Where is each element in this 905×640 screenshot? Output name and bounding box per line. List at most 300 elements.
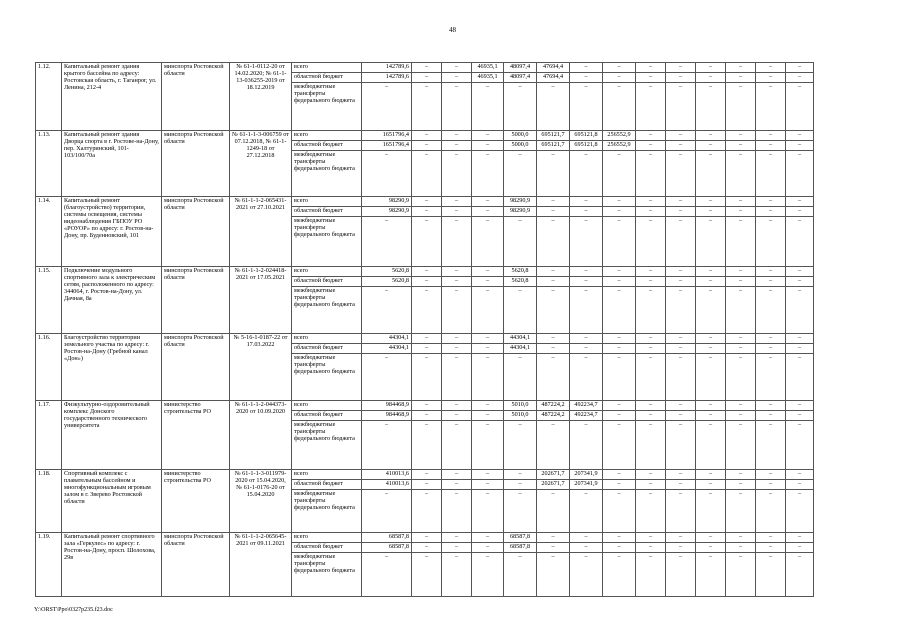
year-value: – xyxy=(696,63,726,73)
year-value: – xyxy=(666,277,696,287)
table-row xyxy=(36,334,814,344)
year-value: 47694,4 xyxy=(537,63,570,73)
table-row xyxy=(36,470,814,480)
year-value: – xyxy=(412,267,442,277)
year-value: 5620,8 xyxy=(504,277,537,287)
year-value: 487224,2 xyxy=(537,411,570,421)
year-value: – xyxy=(636,553,666,597)
year-value: – xyxy=(756,421,786,470)
year-value: – xyxy=(666,287,696,334)
year-value: – xyxy=(504,217,537,267)
year-value: – xyxy=(636,197,666,207)
table-row xyxy=(36,267,814,277)
year-value: – xyxy=(786,421,814,470)
year-value: – xyxy=(786,151,814,197)
year-value: – xyxy=(472,207,504,217)
year-value: – xyxy=(666,207,696,217)
total-value: – xyxy=(362,83,412,131)
year-value: – xyxy=(756,73,786,83)
year-value: – xyxy=(603,63,636,73)
year-value: 48097,4 xyxy=(504,73,537,83)
year-value: – xyxy=(666,217,696,267)
year-value: – xyxy=(696,151,726,197)
item-name: Спортивный комплекс с плавательным бассейном и многофункциональным игровым залом в г. Зверево Ростовской области xyxy=(62,470,162,533)
year-value: – xyxy=(412,334,442,344)
year-value: – xyxy=(756,354,786,401)
year-value: – xyxy=(442,334,472,344)
year-value: – xyxy=(442,73,472,83)
year-value: – xyxy=(696,543,726,553)
total-value: 5620,8 xyxy=(362,277,412,287)
item-name: Капитальный ремонт здания крытого бассейна по адресу: Ростовская область, г. Таганрог, ул. Ленина, 212-4 xyxy=(62,63,162,131)
year-value: – xyxy=(636,490,666,533)
funding-type-label: всего xyxy=(292,334,362,344)
year-value: – xyxy=(636,354,666,401)
year-value: – xyxy=(636,141,666,151)
year-value: – xyxy=(603,470,636,480)
year-value: – xyxy=(696,83,726,131)
year-value: – xyxy=(537,543,570,553)
year-value: – xyxy=(636,151,666,197)
year-value: – xyxy=(504,470,537,480)
year-value: – xyxy=(696,73,726,83)
year-value: – xyxy=(412,533,442,543)
year-value: – xyxy=(504,421,537,470)
year-value: – xyxy=(412,401,442,411)
year-value: – xyxy=(504,490,537,533)
year-value: – xyxy=(696,421,726,470)
year-value: – xyxy=(636,543,666,553)
year-value: – xyxy=(472,151,504,197)
year-value: – xyxy=(666,421,696,470)
year-value: – xyxy=(472,543,504,553)
year-value: – xyxy=(442,401,472,411)
year-value: – xyxy=(756,470,786,480)
year-value: – xyxy=(726,287,756,334)
total-value: 5620,8 xyxy=(362,267,412,277)
year-value: – xyxy=(472,141,504,151)
total-value: 410013,6 xyxy=(362,470,412,480)
year-value: – xyxy=(472,334,504,344)
year-value: – xyxy=(472,553,504,597)
item-document: № 61-1-0112-20 от 14.02.2020; № 61-1-13-036255-2019 от 18.12.2019 xyxy=(230,63,292,131)
year-value: – xyxy=(412,197,442,207)
year-value: – xyxy=(756,490,786,533)
year-value: – xyxy=(666,83,696,131)
year-value: – xyxy=(696,131,726,141)
year-value: – xyxy=(472,197,504,207)
year-value: – xyxy=(570,543,603,553)
year-value: – xyxy=(570,151,603,197)
year-value: – xyxy=(786,83,814,131)
year-value: – xyxy=(504,151,537,197)
year-value: – xyxy=(726,480,756,490)
funding-type-label: межбюджетные трансферты федерального бюджета xyxy=(292,490,362,533)
total-value: 68587,8 xyxy=(362,533,412,543)
year-value: – xyxy=(786,141,814,151)
year-value: – xyxy=(412,131,442,141)
year-value: – xyxy=(726,207,756,217)
year-value: – xyxy=(603,217,636,267)
total-value: 984468,9 xyxy=(362,411,412,421)
funding-type-label: всего xyxy=(292,63,362,73)
table-row xyxy=(36,533,814,543)
year-value: – xyxy=(786,207,814,217)
year-value: – xyxy=(472,131,504,141)
year-value: 492234,7 xyxy=(570,411,603,421)
year-value: – xyxy=(666,401,696,411)
year-value: – xyxy=(570,217,603,267)
year-value: – xyxy=(666,73,696,83)
year-value: – xyxy=(666,131,696,141)
year-value: – xyxy=(570,354,603,401)
total-value: – xyxy=(362,553,412,597)
year-value: – xyxy=(504,83,537,131)
year-value: – xyxy=(412,217,442,267)
year-value: – xyxy=(603,533,636,543)
program-table xyxy=(35,62,814,597)
year-value: – xyxy=(537,207,570,217)
year-value: – xyxy=(726,334,756,344)
year-value: – xyxy=(636,277,666,287)
total-value: 68587,8 xyxy=(362,543,412,553)
year-value: – xyxy=(726,354,756,401)
total-value: – xyxy=(362,151,412,197)
year-value: – xyxy=(472,411,504,421)
year-value: 695121,7 xyxy=(537,141,570,151)
item-organization: минспорта Ростовской области xyxy=(162,131,230,197)
year-value: – xyxy=(696,217,726,267)
year-value: – xyxy=(472,277,504,287)
year-value: – xyxy=(537,287,570,334)
year-value: – xyxy=(726,73,756,83)
year-value: – xyxy=(472,287,504,334)
year-value: – xyxy=(756,83,786,131)
item-name: Капитальный ремонт (благоустройство) территории, системы освещения, системы видеонаблюдения ГБПОУ РО «РОУОР» по адресу: г. Ростов-на-Дону, пр. Буденновский, 101 xyxy=(62,197,162,267)
year-value: – xyxy=(603,334,636,344)
year-value: – xyxy=(537,553,570,597)
year-value: 492234,7 xyxy=(570,401,603,411)
year-value: 44304,1 xyxy=(504,344,537,354)
year-value: – xyxy=(726,131,756,141)
total-value: 410013,6 xyxy=(362,480,412,490)
year-value: 5010,0 xyxy=(504,411,537,421)
year-value: – xyxy=(786,197,814,207)
funding-type-label: всего xyxy=(292,131,362,141)
year-value: – xyxy=(786,490,814,533)
year-value: – xyxy=(756,480,786,490)
year-value: – xyxy=(726,217,756,267)
year-value: – xyxy=(756,543,786,553)
year-value: – xyxy=(756,207,786,217)
year-value: – xyxy=(442,411,472,421)
total-value: – xyxy=(362,217,412,267)
year-value: – xyxy=(603,543,636,553)
year-value: – xyxy=(570,553,603,597)
year-value: – xyxy=(442,354,472,401)
year-value: – xyxy=(603,344,636,354)
year-value: – xyxy=(442,470,472,480)
year-value: – xyxy=(537,490,570,533)
year-value: – xyxy=(636,131,666,141)
funding-type-label: межбюджетные трансферты федерального бюджета xyxy=(292,421,362,470)
year-value: – xyxy=(537,533,570,543)
year-value: – xyxy=(472,470,504,480)
year-value: – xyxy=(756,63,786,73)
funding-type-label: всего xyxy=(292,197,362,207)
year-value: – xyxy=(696,490,726,533)
year-value: – xyxy=(636,401,666,411)
total-value: 142789,6 xyxy=(362,73,412,83)
item-number: 1.16. xyxy=(36,334,62,401)
year-value: – xyxy=(696,141,726,151)
year-value: – xyxy=(696,197,726,207)
year-value: – xyxy=(726,344,756,354)
year-value: – xyxy=(442,344,472,354)
year-value: 202671,7 xyxy=(537,480,570,490)
year-value: 256552,9 xyxy=(603,141,636,151)
year-value: – xyxy=(696,287,726,334)
year-value: – xyxy=(472,480,504,490)
year-value: – xyxy=(726,543,756,553)
year-value: – xyxy=(786,73,814,83)
funding-type-label: областной бюджет xyxy=(292,480,362,490)
year-value: – xyxy=(756,277,786,287)
year-value: – xyxy=(537,354,570,401)
funding-type-label: областной бюджет xyxy=(292,277,362,287)
year-value: – xyxy=(666,480,696,490)
year-value: – xyxy=(696,207,726,217)
funding-type-label: всего xyxy=(292,533,362,543)
year-value: – xyxy=(786,277,814,287)
year-value: – xyxy=(756,267,786,277)
year-value: – xyxy=(756,141,786,151)
item-organization: минспорта Ростовской области xyxy=(162,63,230,131)
year-value: – xyxy=(442,267,472,277)
item-name: Капитальный ремонт спортивного зала «Геркулес» по адресу: г. Ростов-на-Дону, просп. Шолохова, 29в xyxy=(62,533,162,597)
year-value: – xyxy=(786,354,814,401)
funding-type-label: областной бюджет xyxy=(292,411,362,421)
year-value: – xyxy=(666,141,696,151)
item-number: 1.19. xyxy=(36,533,62,597)
total-value: 142789,6 xyxy=(362,63,412,73)
year-value: – xyxy=(412,490,442,533)
year-value: 46935,1 xyxy=(472,63,504,73)
year-value: – xyxy=(786,267,814,277)
year-value: – xyxy=(696,411,726,421)
year-value: – xyxy=(442,151,472,197)
year-value: – xyxy=(636,267,666,277)
year-value: – xyxy=(472,401,504,411)
year-value: 256552,9 xyxy=(603,131,636,141)
year-value: – xyxy=(696,553,726,597)
total-value: – xyxy=(362,490,412,533)
funding-type-label: областной бюджет xyxy=(292,207,362,217)
total-value: 44304,1 xyxy=(362,344,412,354)
page-number: 48 xyxy=(449,26,456,34)
year-value: – xyxy=(472,354,504,401)
year-value: – xyxy=(726,490,756,533)
item-organization: минспорта Ростовской области xyxy=(162,533,230,597)
year-value: – xyxy=(504,553,537,597)
total-value: – xyxy=(362,354,412,401)
year-value: – xyxy=(726,83,756,131)
year-value: – xyxy=(442,207,472,217)
year-value: – xyxy=(726,267,756,277)
year-value: – xyxy=(786,401,814,411)
year-value: 68587,8 xyxy=(504,543,537,553)
year-value: 695121,8 xyxy=(570,131,603,141)
year-value: – xyxy=(603,151,636,197)
year-value: – xyxy=(472,490,504,533)
year-value: – xyxy=(442,421,472,470)
year-value: – xyxy=(537,267,570,277)
year-value: – xyxy=(412,480,442,490)
year-value: – xyxy=(786,470,814,480)
year-value: – xyxy=(442,543,472,553)
year-value: – xyxy=(603,354,636,401)
year-value: – xyxy=(537,151,570,197)
year-value: – xyxy=(756,533,786,543)
year-value: – xyxy=(537,421,570,470)
year-value: – xyxy=(786,217,814,267)
year-value: – xyxy=(786,553,814,597)
table-row xyxy=(36,197,814,207)
year-value: – xyxy=(603,553,636,597)
funding-type-label: межбюджетные трансферты федерального бюджета xyxy=(292,217,362,267)
year-value: – xyxy=(537,277,570,287)
year-value: – xyxy=(412,354,442,401)
year-value: – xyxy=(756,553,786,597)
year-value: – xyxy=(570,490,603,533)
item-number: 1.14. xyxy=(36,197,62,267)
year-value: – xyxy=(570,73,603,83)
year-value: – xyxy=(603,411,636,421)
year-value: – xyxy=(537,217,570,267)
year-value: – xyxy=(412,287,442,334)
year-value: – xyxy=(666,553,696,597)
year-value: 487224,2 xyxy=(537,401,570,411)
year-value: – xyxy=(696,267,726,277)
year-value: – xyxy=(412,411,442,421)
total-value: – xyxy=(362,287,412,334)
year-value: – xyxy=(603,421,636,470)
item-number: 1.15. xyxy=(36,267,62,334)
total-value: 98290,9 xyxy=(362,207,412,217)
item-document: № 61-1-1-3-011979-2020 от 15.04.2020, № 61-1-0176-20 от 15.04.2020 xyxy=(230,470,292,533)
item-organization: министерство строительства РО xyxy=(162,470,230,533)
year-value: 202671,7 xyxy=(537,470,570,480)
year-value: – xyxy=(504,480,537,490)
year-value: – xyxy=(442,197,472,207)
year-value: – xyxy=(726,470,756,480)
year-value: – xyxy=(786,334,814,344)
year-value: – xyxy=(786,344,814,354)
year-value: – xyxy=(412,470,442,480)
year-value: – xyxy=(570,197,603,207)
year-value: – xyxy=(504,354,537,401)
year-value: – xyxy=(636,533,666,543)
year-value: – xyxy=(442,480,472,490)
year-value: – xyxy=(786,480,814,490)
year-value: – xyxy=(666,151,696,197)
year-value: – xyxy=(696,401,726,411)
year-value: – xyxy=(570,287,603,334)
item-organization: минспорта Ростовской области xyxy=(162,334,230,401)
year-value: – xyxy=(666,543,696,553)
year-value: – xyxy=(472,217,504,267)
year-value: – xyxy=(603,277,636,287)
year-value: – xyxy=(636,344,666,354)
year-value: – xyxy=(756,401,786,411)
year-value: 207341,9 xyxy=(570,480,603,490)
year-value: – xyxy=(570,267,603,277)
year-value: – xyxy=(412,141,442,151)
year-value: – xyxy=(726,141,756,151)
year-value: – xyxy=(636,207,666,217)
item-document: № 61-1-1-2-065645-2021 от 09.11.2021 xyxy=(230,533,292,597)
item-organization: минспорта Ростовской области xyxy=(162,197,230,267)
item-name: Физкультурно-оздоровительный комплекс Донского государственного технического университета xyxy=(62,401,162,470)
year-value: – xyxy=(570,83,603,131)
year-value: – xyxy=(537,83,570,131)
year-value: 47694,4 xyxy=(537,73,570,83)
year-value: – xyxy=(442,217,472,267)
year-value: – xyxy=(666,63,696,73)
year-value: – xyxy=(472,533,504,543)
year-value: – xyxy=(537,334,570,344)
year-value: – xyxy=(504,287,537,334)
year-value: – xyxy=(756,411,786,421)
year-value: – xyxy=(726,411,756,421)
year-value: – xyxy=(442,277,472,287)
funding-type-label: межбюджетные трансферты федерального бюджета xyxy=(292,151,362,197)
year-value: – xyxy=(726,401,756,411)
year-value: – xyxy=(603,287,636,334)
year-value: – xyxy=(756,344,786,354)
item-document: № 61-1-1-3-006759 от 07.12.2018, № 61-1-1249-18 от 27.12.2018 xyxy=(230,131,292,197)
funding-type-label: всего xyxy=(292,470,362,480)
item-organization: министерство строительства РО xyxy=(162,401,230,470)
year-value: – xyxy=(696,533,726,543)
year-value: – xyxy=(603,401,636,411)
year-value: – xyxy=(786,533,814,543)
year-value: – xyxy=(603,83,636,131)
year-value: – xyxy=(756,217,786,267)
year-value: – xyxy=(726,151,756,197)
year-value: – xyxy=(570,421,603,470)
year-value: – xyxy=(786,543,814,553)
year-value: – xyxy=(696,470,726,480)
year-value: – xyxy=(696,277,726,287)
table-row xyxy=(36,401,814,411)
total-value: 984468,9 xyxy=(362,401,412,411)
year-value: – xyxy=(666,354,696,401)
year-value: – xyxy=(756,197,786,207)
year-value: – xyxy=(786,63,814,73)
year-value: 207341,9 xyxy=(570,470,603,480)
item-number: 1.13. xyxy=(36,131,62,197)
year-value: – xyxy=(603,73,636,83)
item-document: № 61-1-1-2-044373-2020 от 10.09.2020 xyxy=(230,401,292,470)
item-document: № 61-1-1-2-024418-2021 от 17.05.2021 xyxy=(230,267,292,334)
year-value: – xyxy=(570,63,603,73)
year-value: – xyxy=(570,344,603,354)
year-value: – xyxy=(570,207,603,217)
year-value: – xyxy=(666,267,696,277)
year-value: – xyxy=(726,63,756,73)
year-value: – xyxy=(412,277,442,287)
